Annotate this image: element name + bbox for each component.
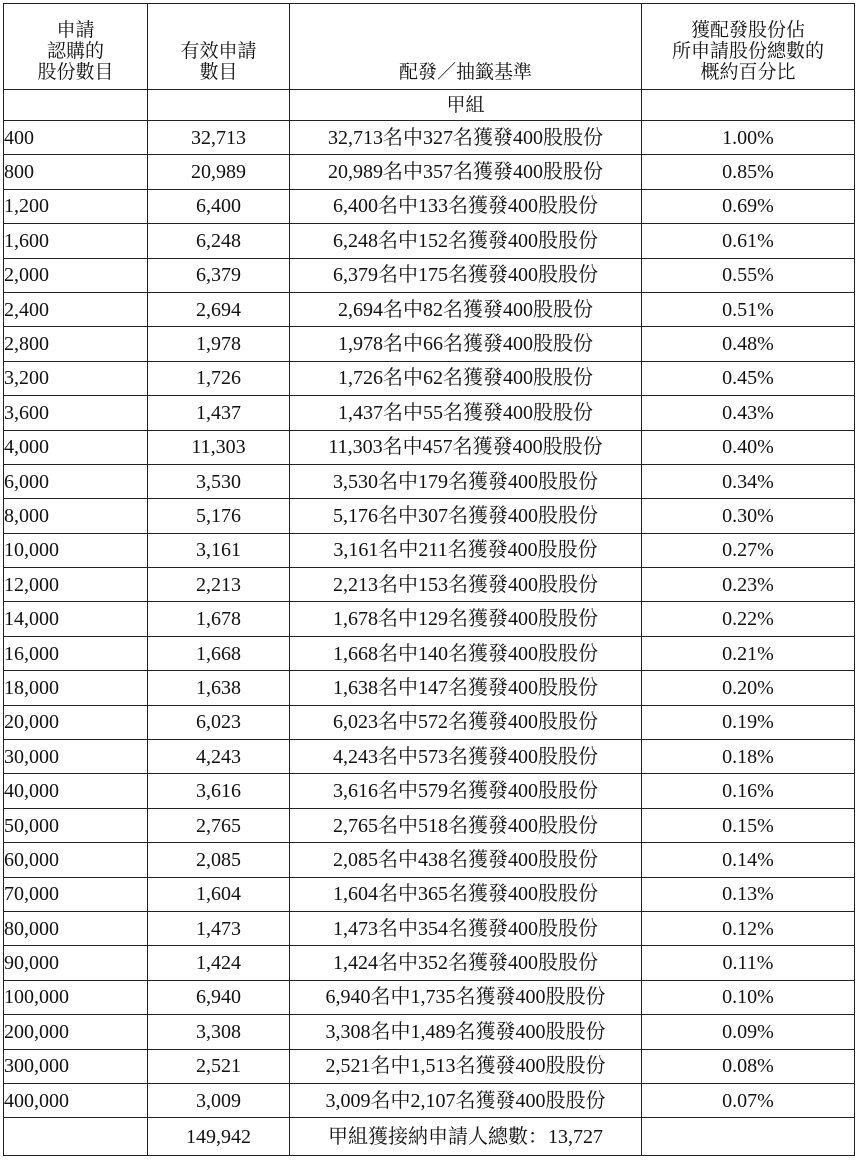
cell-percentage: 0.20%: [642, 671, 855, 705]
cell-applications: 3,009: [148, 1083, 290, 1117]
cell-shares: 90,000: [4, 946, 148, 980]
cell-shares: 8,000: [4, 499, 148, 533]
cell-percentage: 0.61%: [642, 224, 855, 258]
cell-basis: 11,303名中457名獲發400股股份: [290, 430, 642, 464]
group-row: [4, 90, 855, 121]
cell-shares: 10,000: [4, 533, 148, 567]
cell-shares: 400,000: [4, 1083, 148, 1117]
group-label: 甲組: [290, 90, 642, 121]
header-line: 股份數目: [37, 61, 114, 83]
cell-applications: 1,604: [148, 877, 290, 911]
cell-shares: 60,000: [4, 843, 148, 877]
cell-shares: 30,000: [4, 740, 148, 774]
cell-applications: 1,424: [148, 946, 290, 980]
cell-percentage: 0.11%: [642, 946, 855, 980]
cell-basis: 1,678名中129名獲發400股股份: [290, 602, 642, 636]
cell-shares: 1,600: [4, 224, 148, 258]
table-row: [4, 292, 855, 326]
cell-applications: 1,978: [148, 327, 290, 361]
cell-basis: 2,085名中438名獲發400股股份: [290, 843, 642, 877]
cell-shares: 400: [4, 121, 148, 155]
header-line: 配發／抽籤基準: [398, 61, 532, 83]
cell-applications: 32,713: [148, 121, 290, 155]
cell-basis: 3,616名中579名獲發400股股份: [290, 774, 642, 808]
total-applications: 149,942: [148, 1118, 290, 1156]
cell-applications: 1,437: [148, 396, 290, 430]
table-row: [4, 774, 855, 808]
table-row: [4, 843, 855, 877]
cell-shares: 12,000: [4, 568, 148, 602]
table-row: [4, 155, 855, 189]
cell-shares: 2,000: [4, 258, 148, 292]
table-row: [4, 533, 855, 567]
cell-basis: 2,694名中82名獲發400股股份: [290, 292, 642, 326]
table-row: [4, 671, 855, 705]
cell-applications: 2,765: [148, 808, 290, 842]
cell-applications: 20,989: [148, 155, 290, 189]
table-row: [4, 568, 855, 602]
header-line: 所申請股份總數的: [671, 40, 824, 62]
cell-basis: 1,668名中140名獲發400股股份: [290, 636, 642, 670]
cell-applications: 6,379: [148, 258, 290, 292]
table-row: [4, 911, 855, 945]
cell-applications: 1,473: [148, 911, 290, 945]
table-row: [4, 980, 855, 1014]
header-line: 申請: [56, 19, 95, 41]
table-row: [4, 1083, 855, 1117]
cell-basis: 32,713名中327名獲發400股股份: [290, 121, 642, 155]
cell-percentage: 0.51%: [642, 292, 855, 326]
cell-applications: 2,085: [148, 843, 290, 877]
cell-shares: 70,000: [4, 877, 148, 911]
cell-basis: 1,978名中66名獲發400股股份: [290, 327, 642, 361]
table-row: [4, 258, 855, 292]
total-cell-empty: [642, 1118, 855, 1156]
cell-percentage: 0.45%: [642, 361, 855, 395]
cell-basis: 6,379名中175名獲發400股股份: [290, 258, 642, 292]
header-line: 概約百分比: [700, 61, 796, 83]
cell-applications: 6,400: [148, 189, 290, 223]
cell-percentage: 0.22%: [642, 602, 855, 636]
header-valid-applications: [148, 4, 290, 90]
total-note: 甲組獲接納申請人總數：13,727: [290, 1118, 642, 1156]
cell-applications: 2,694: [148, 292, 290, 326]
cell-shares: 300,000: [4, 1049, 148, 1083]
cell-applications: 3,308: [148, 1015, 290, 1049]
cell-shares: 6,000: [4, 464, 148, 498]
table-row: [4, 740, 855, 774]
table-row: [4, 636, 855, 670]
cell-percentage: 0.21%: [642, 636, 855, 670]
cell-basis: 3,308名中1,489名獲發400股股份: [290, 1015, 642, 1049]
table-row: [4, 946, 855, 980]
cell-percentage: 0.30%: [642, 499, 855, 533]
cell-shares: 2,800: [4, 327, 148, 361]
group-cell-empty: [4, 90, 148, 121]
cell-applications: 3,161: [148, 533, 290, 567]
cell-basis: 1,726名中62名獲發400股股份: [290, 361, 642, 395]
cell-basis: 2,765名中518名獲發400股股份: [290, 808, 642, 842]
table-footer: [4, 1118, 855, 1156]
table-row: [4, 877, 855, 911]
table-row: [4, 361, 855, 395]
cell-applications: 1,678: [148, 602, 290, 636]
cell-applications: 4,243: [148, 740, 290, 774]
cell-percentage: 0.16%: [642, 774, 855, 808]
cell-shares: 20,000: [4, 705, 148, 739]
allocation-table: [3, 3, 855, 1156]
cell-percentage: 0.07%: [642, 1083, 855, 1117]
cell-applications: 5,176: [148, 499, 290, 533]
table-row: [4, 602, 855, 636]
table-header: [4, 4, 855, 90]
table-row: [4, 499, 855, 533]
group-cell-empty: [642, 90, 855, 121]
cell-shares: 100,000: [4, 980, 148, 1014]
cell-percentage: 0.55%: [642, 258, 855, 292]
cell-basis: 3,161名中211名獲發400股股份: [290, 533, 642, 567]
cell-percentage: 0.43%: [642, 396, 855, 430]
cell-basis: 6,248名中152名獲發400股股份: [290, 224, 642, 258]
cell-shares: 18,000: [4, 671, 148, 705]
cell-percentage: 1.00%: [642, 121, 855, 155]
header-line: 數目: [199, 61, 238, 83]
header-approx-percentage: [642, 4, 855, 90]
cell-percentage: 0.10%: [642, 980, 855, 1014]
header-line: 認購的: [46, 40, 104, 62]
cell-basis: 2,213名中153名獲發400股股份: [290, 568, 642, 602]
cell-shares: 4,000: [4, 430, 148, 464]
cell-shares: 3,200: [4, 361, 148, 395]
cell-shares: 200,000: [4, 1015, 148, 1049]
cell-shares: 800: [4, 155, 148, 189]
cell-percentage: 0.40%: [642, 430, 855, 464]
table-row: [4, 1049, 855, 1083]
cell-applications: 1,726: [148, 361, 290, 395]
cell-applications: 6,940: [148, 980, 290, 1014]
table-row: [4, 808, 855, 842]
total-cell-empty: [4, 1118, 148, 1156]
cell-applications: 3,530: [148, 464, 290, 498]
cell-percentage: 0.13%: [642, 877, 855, 911]
cell-shares: 50,000: [4, 808, 148, 842]
cell-shares: 2,400: [4, 292, 148, 326]
cell-percentage: 0.18%: [642, 740, 855, 774]
total-row: [4, 1118, 855, 1156]
cell-percentage: 0.12%: [642, 911, 855, 945]
group-cell-empty: [148, 90, 290, 121]
table-row: [4, 327, 855, 361]
header-row: [4, 4, 855, 90]
cell-basis: 4,243名中573名獲發400股股份: [290, 740, 642, 774]
cell-applications: 6,023: [148, 705, 290, 739]
cell-basis: 5,176名中307名獲發400股股份: [290, 499, 642, 533]
cell-basis: 6,023名中572名獲發400股股份: [290, 705, 642, 739]
cell-basis: 1,437名中55名獲發400股股份: [290, 396, 642, 430]
cell-percentage: 0.15%: [642, 808, 855, 842]
cell-shares: 40,000: [4, 774, 148, 808]
cell-basis: 3,530名中179名獲發400股股份: [290, 464, 642, 498]
table-row: [4, 464, 855, 498]
cell-applications: 3,616: [148, 774, 290, 808]
cell-shares: 16,000: [4, 636, 148, 670]
cell-applications: 1,668: [148, 636, 290, 670]
header-shares-applied: [4, 4, 148, 90]
cell-shares: 1,200: [4, 189, 148, 223]
cell-basis: 20,989名中357名獲發400股股份: [290, 155, 642, 189]
table-row: [4, 396, 855, 430]
cell-percentage: 0.69%: [642, 189, 855, 223]
cell-basis: 6,400名中133名獲發400股股份: [290, 189, 642, 223]
cell-shares: 3,600: [4, 396, 148, 430]
cell-basis: 2,521名中1,513名獲發400股股份: [290, 1049, 642, 1083]
cell-applications: 6,248: [148, 224, 290, 258]
header-line: 有效申請: [180, 40, 257, 62]
cell-percentage: 0.34%: [642, 464, 855, 498]
table-row: [4, 705, 855, 739]
cell-applications: 2,213: [148, 568, 290, 602]
header-allocation-basis: [290, 4, 642, 90]
header-line: 獲配發股份佔: [690, 19, 805, 41]
table-row: [4, 224, 855, 258]
cell-percentage: 0.09%: [642, 1015, 855, 1049]
cell-basis: 3,009名中2,107名獲發400股股份: [290, 1083, 642, 1117]
cell-percentage: 0.08%: [642, 1049, 855, 1083]
cell-percentage: 0.48%: [642, 327, 855, 361]
cell-percentage: 0.27%: [642, 533, 855, 567]
cell-basis: 1,473名中354名獲發400股股份: [290, 911, 642, 945]
table-body: [4, 90, 855, 1118]
cell-percentage: 0.14%: [642, 843, 855, 877]
table-row: [4, 430, 855, 464]
cell-applications: 1,638: [148, 671, 290, 705]
cell-basis: 1,638名中147名獲發400股股份: [290, 671, 642, 705]
cell-percentage: 0.85%: [642, 155, 855, 189]
table-row: [4, 189, 855, 223]
cell-percentage: 0.19%: [642, 705, 855, 739]
cell-basis: 6,940名中1,735名獲發400股股份: [290, 980, 642, 1014]
cell-shares: 14,000: [4, 602, 148, 636]
table-row: [4, 121, 855, 155]
cell-shares: 80,000: [4, 911, 148, 945]
cell-applications: 2,521: [148, 1049, 290, 1083]
cell-basis: 1,604名中365名獲發400股股份: [290, 877, 642, 911]
cell-basis: 1,424名中352名獲發400股股份: [290, 946, 642, 980]
table-row: [4, 1015, 855, 1049]
cell-applications: 11,303: [148, 430, 290, 464]
cell-percentage: 0.23%: [642, 568, 855, 602]
